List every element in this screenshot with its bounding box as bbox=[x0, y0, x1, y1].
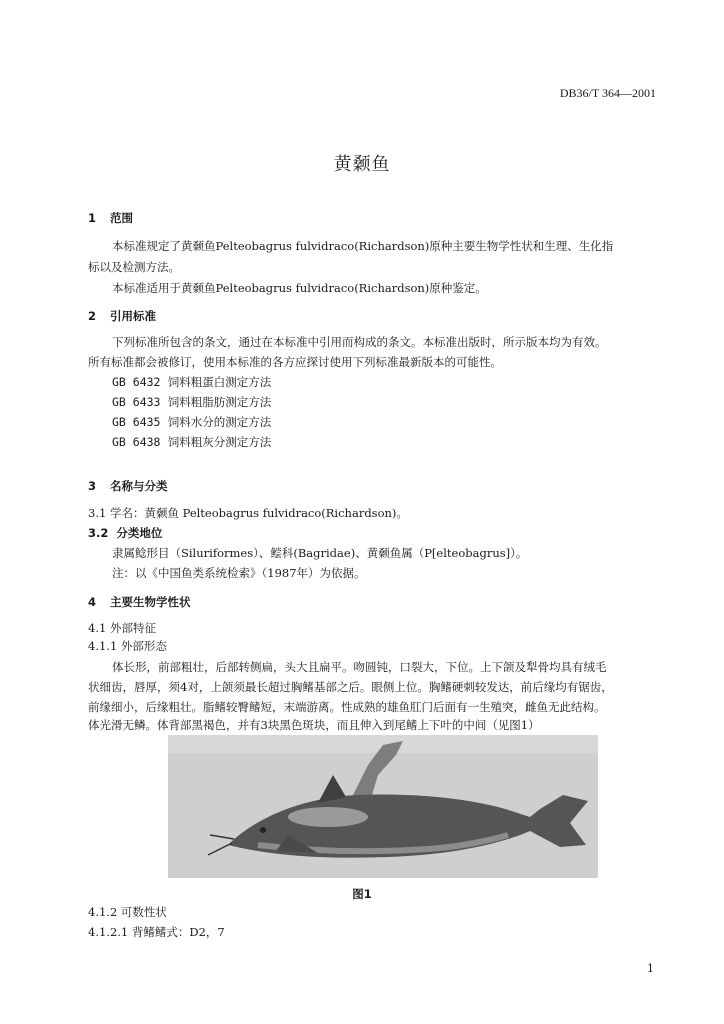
section-4-heading bbox=[88, 594, 191, 610]
document-title: 黄颡鱼 bbox=[333, 154, 391, 175]
paragraph-line: 体长形，前部粗壮，后部转侧扁，头大且扁平。吻圆钝，口裂大，下位。上下颌及犁骨均具有绒毛 bbox=[112, 660, 607, 674]
reference-name: 饲料粗脂肪测定方法 bbox=[167, 395, 272, 409]
subsection-title: 分类地位 bbox=[116, 526, 163, 540]
paragraph-line: 本标准适用于黄颡鱼Pelteobagrus fulvidraco(Richardson)原种鉴定。 bbox=[112, 281, 487, 295]
note: 注：以《中国鱼类系统检索》（1987年）为依据。 bbox=[112, 566, 366, 580]
paragraph-line: 本标准规定了黄颡鱼Pelteobagrus fulvidraco(Richardson)原种主要生物学性状和生理、生化指 bbox=[112, 239, 614, 253]
paragraph-line: 隶属鲶形目（Siluriformes）、鲿科(Bagridae)、黄颡鱼属（P[elteobagrus]）。 bbox=[112, 546, 528, 560]
paragraph-line: 所有标准都会被修订，使用本标准的各方应探讨使用下列标准最新版本的可能性。 bbox=[88, 355, 502, 369]
section-1-heading bbox=[88, 210, 133, 226]
section-title: 名称与分类 bbox=[110, 479, 168, 493]
section-3-heading bbox=[88, 478, 168, 494]
reference-item bbox=[112, 414, 271, 430]
subsection-4-1-2: 4.1.2 可数性状 bbox=[88, 905, 167, 919]
figure-caption: 图1 bbox=[352, 887, 372, 901]
paragraph-line: 标以及检测方法。 bbox=[88, 260, 180, 274]
reference-code: GB 6435 bbox=[112, 415, 161, 429]
section-number: 3 bbox=[88, 479, 97, 493]
reference-item bbox=[112, 434, 271, 450]
subsection-3-1: 3.1 学名：黄颡鱼 Pelteobagrus fulvidraco(Richardson)。 bbox=[88, 506, 408, 520]
section-number: 2 bbox=[88, 309, 97, 323]
reference-item bbox=[112, 374, 271, 390]
subsection-4-1-2-1: 4.1.2.1 背鳍鳍式：D2，7 bbox=[88, 925, 225, 939]
fish-photo bbox=[168, 735, 598, 878]
paragraph-line: 下列标准所包含的条文，通过在本标准中引用而构成的条文。本标准出版时，所示版本均为有效。 bbox=[112, 335, 607, 349]
reference-name: 饲料水分的测定方法 bbox=[167, 415, 272, 429]
reference-name: 饲料粗灰分测定方法 bbox=[167, 435, 272, 449]
subsection-number: 3.2 bbox=[88, 526, 109, 540]
section-title: 主要生物学性状 bbox=[110, 595, 191, 609]
standard-number: DB36/T 364—2001 bbox=[559, 86, 656, 100]
subsection-4-1: 4.1 外部特征 bbox=[88, 621, 156, 635]
paragraph-line: 状细齿，唇厚，须4对，上颌须最长超过胸鳍基部之后。眼侧上位。胸鳍硬刺较发达，前后缘均有锯齿， bbox=[88, 680, 613, 694]
section-title: 范围 bbox=[110, 211, 134, 225]
subsection-4-1-1: 4.1.1 外部形态 bbox=[88, 639, 167, 653]
fish-illustration bbox=[168, 735, 598, 878]
section-title: 引用标准 bbox=[110, 309, 157, 323]
section-2-heading bbox=[88, 308, 156, 324]
section-number: 4 bbox=[88, 595, 97, 609]
section-number: 1 bbox=[88, 211, 97, 225]
paragraph-line: 体光滑无鳞。体背部黑褐色，并有3块黑色斑块，而且伸入到尾鳍上下叶的中间（见图1） bbox=[88, 718, 540, 732]
reference-code: GB 6432 bbox=[112, 375, 161, 389]
page-number: 1 bbox=[647, 962, 654, 975]
reference-code: GB 6433 bbox=[112, 395, 161, 409]
reference-name: 饲料粗蛋白测定方法 bbox=[167, 375, 272, 389]
subsection-3-2-heading bbox=[88, 525, 162, 541]
reference-item bbox=[112, 394, 271, 410]
paragraph-line: 前缘细小，后缘粗壮。脂鳍较臀鳍短，末端游离。性成熟的雄鱼肛门后面有一生殖突，雌鱼无此结构。 bbox=[88, 700, 606, 714]
reference-code: GB 6438 bbox=[112, 435, 161, 449]
